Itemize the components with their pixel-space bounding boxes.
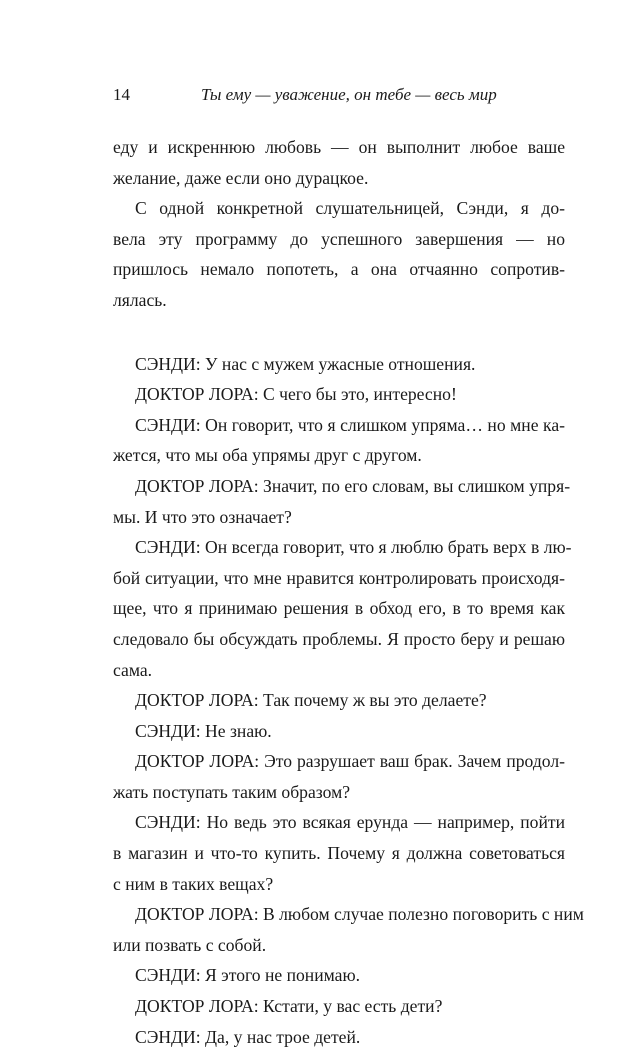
page-header bbox=[113, 85, 565, 115]
text-line: в магазин и что-то купить. Почему я должна советоваться bbox=[113, 843, 565, 864]
text-line: ДОКТОР ЛОРА: В любом случае полезно поговорить с ним bbox=[135, 904, 584, 925]
section-gap bbox=[113, 316, 565, 349]
text-line: ДОКТОР ЛОРА: Кстати, у вас есть дети? bbox=[135, 996, 443, 1017]
text-line: желание, даже если оно дурацкое. bbox=[113, 167, 369, 188]
dialogue-turn bbox=[113, 807, 565, 899]
dialogue-turn bbox=[113, 471, 571, 532]
text-line: мы. И что это означает? bbox=[113, 506, 292, 527]
dialogue-turn bbox=[113, 410, 565, 471]
running-title: Ты ему — уважение, он тебе — весь мир bbox=[201, 85, 497, 104]
dialogue-turn bbox=[113, 899, 584, 960]
text-line: пришлось немало попотеть, а она отчаянно сопротив- bbox=[113, 259, 565, 280]
text-line: СЭНДИ: Он всегда говорит, что я люблю брать верх в лю- bbox=[135, 537, 572, 558]
text-line: СЭНДИ: Он говорит, что я слишком упряма… но мне ка- bbox=[135, 414, 565, 435]
dialogue-turn bbox=[113, 1022, 565, 1052]
text-line: еду и искреннюю любовь — он выполнит любое ваше bbox=[113, 137, 565, 157]
dialogue-turn bbox=[113, 685, 565, 716]
text-line: или позвать с собой. bbox=[113, 934, 267, 955]
text-line: С одной конкретной слушательницей, Сэнди, я до- bbox=[135, 198, 565, 219]
text-line: жать поступать таким образом? bbox=[113, 781, 351, 802]
text-line: щее, что я принимаю решения в обход его, в то время как bbox=[113, 598, 565, 619]
dialogue-turn bbox=[113, 991, 565, 1022]
text-line: бой ситуации, что мне нравится контролировать происходя- bbox=[113, 567, 565, 588]
text-line: ДОКТОР ЛОРА: Так почему ж вы это делаете? bbox=[135, 690, 487, 711]
dialogue bbox=[113, 349, 584, 1052]
text-line: вела эту программу до успешного завершения — но bbox=[113, 228, 565, 249]
text-line: следовало бы обсуждать проблемы. Я просто беру и решаю bbox=[113, 628, 565, 649]
text-line: лялась. bbox=[113, 289, 167, 310]
text-line: ДОКТОР ЛОРА: Это разрушает ваш брак. Зачем продол- bbox=[135, 751, 565, 772]
text-line: СЭНДИ: У нас с мужем ужасные отношения. bbox=[135, 353, 476, 374]
paragraph bbox=[113, 132, 565, 193]
dialogue-turn bbox=[113, 349, 565, 380]
text-line: СЭНДИ: Не знаю. bbox=[135, 720, 272, 741]
text-line: ДОКТОР ЛОРА: Значит, по его словам, вы слишком упря- bbox=[135, 475, 571, 496]
text-line: с ним в таких вещах? bbox=[113, 873, 274, 894]
dialogue-turn bbox=[113, 746, 565, 807]
text-line: сама. bbox=[113, 659, 153, 680]
paragraph bbox=[113, 193, 565, 315]
dialogue-turn bbox=[113, 379, 565, 410]
dialogue-turn bbox=[113, 532, 572, 685]
page-body bbox=[113, 132, 584, 1052]
dialogue-turn bbox=[113, 960, 565, 991]
text-line: СЭНДИ: Но ведь это всякая ерунда — например, пойти bbox=[135, 812, 565, 833]
dialogue-turn bbox=[113, 716, 565, 747]
text-line: ДОКТОР ЛОРА: С чего бы это, интересно! bbox=[135, 384, 457, 405]
text-line: СЭНДИ: Да, у нас трое детей. bbox=[135, 1026, 361, 1047]
text-line: жется, что мы оба упрямы друг с другом. bbox=[113, 445, 422, 466]
page-number: 14 bbox=[113, 85, 130, 104]
text-line: СЭНДИ: Я этого не понимаю. bbox=[135, 965, 360, 986]
